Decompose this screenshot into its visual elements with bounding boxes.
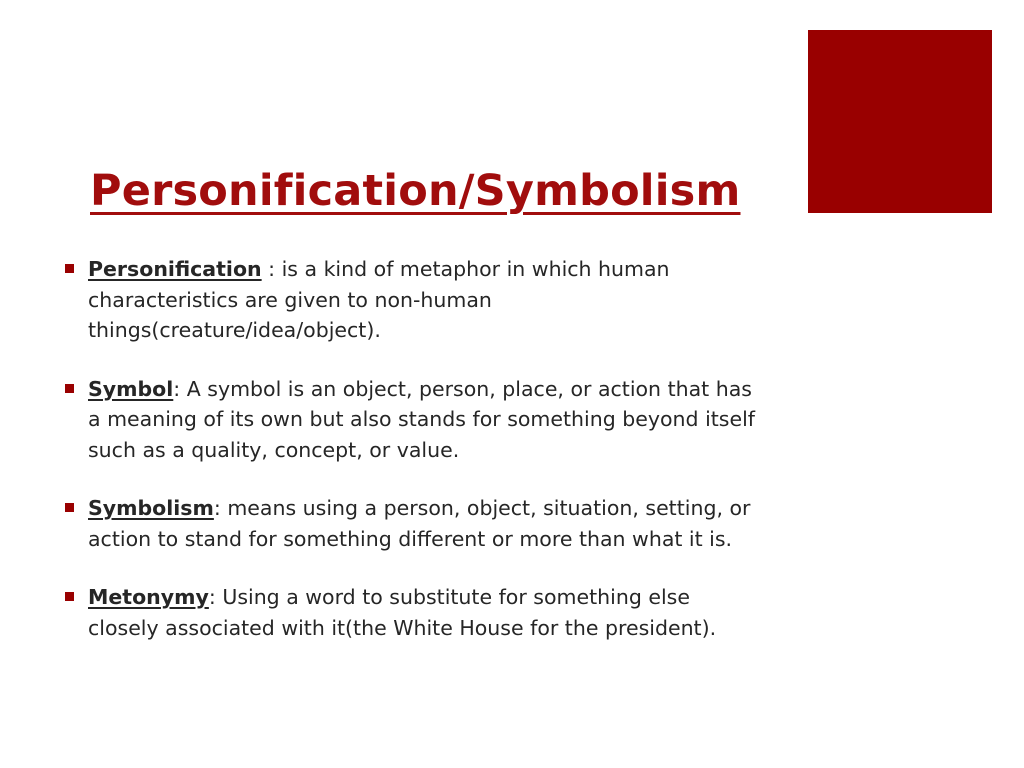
term-label: Personification bbox=[88, 257, 262, 281]
square-bullet-icon bbox=[65, 264, 74, 273]
term-separator: : bbox=[208, 585, 223, 609]
bullet-symbol bbox=[62, 374, 762, 466]
term-separator: : bbox=[261, 257, 282, 281]
term-label: Symbol bbox=[88, 376, 174, 401]
square-bullet-icon bbox=[65, 592, 74, 601]
slide-title: Personification/Symbolism bbox=[90, 166, 741, 216]
definition-text: is a kind of metaphor in which human characteristics are given to non-human things(creature/idea/object). bbox=[88, 257, 670, 342]
definition-text: means using a person, object, situation, setting, or action to stand for something different or more than what it is. bbox=[88, 496, 751, 551]
term-separator: : bbox=[173, 376, 187, 401]
term-separator: : bbox=[213, 496, 228, 520]
definition-text: A symbol is an object, person, place, or action that has a meaning of its own but also stands for something beyond itself such as a quality, concept, or value. bbox=[88, 376, 756, 462]
bullet-personification bbox=[62, 254, 762, 346]
square-bullet-icon bbox=[65, 503, 74, 512]
square-bullet-icon bbox=[65, 384, 74, 393]
bullet-list bbox=[62, 254, 762, 643]
definition-text: Using a word to substitute for something else closely associated with it(the White House for the president). bbox=[88, 585, 717, 640]
accent-block bbox=[808, 30, 992, 213]
bullet-symbolism bbox=[62, 493, 762, 554]
bullet-metonymy bbox=[62, 582, 762, 643]
term-label: Metonymy bbox=[88, 585, 209, 609]
term-label: Symbolism bbox=[88, 496, 214, 520]
